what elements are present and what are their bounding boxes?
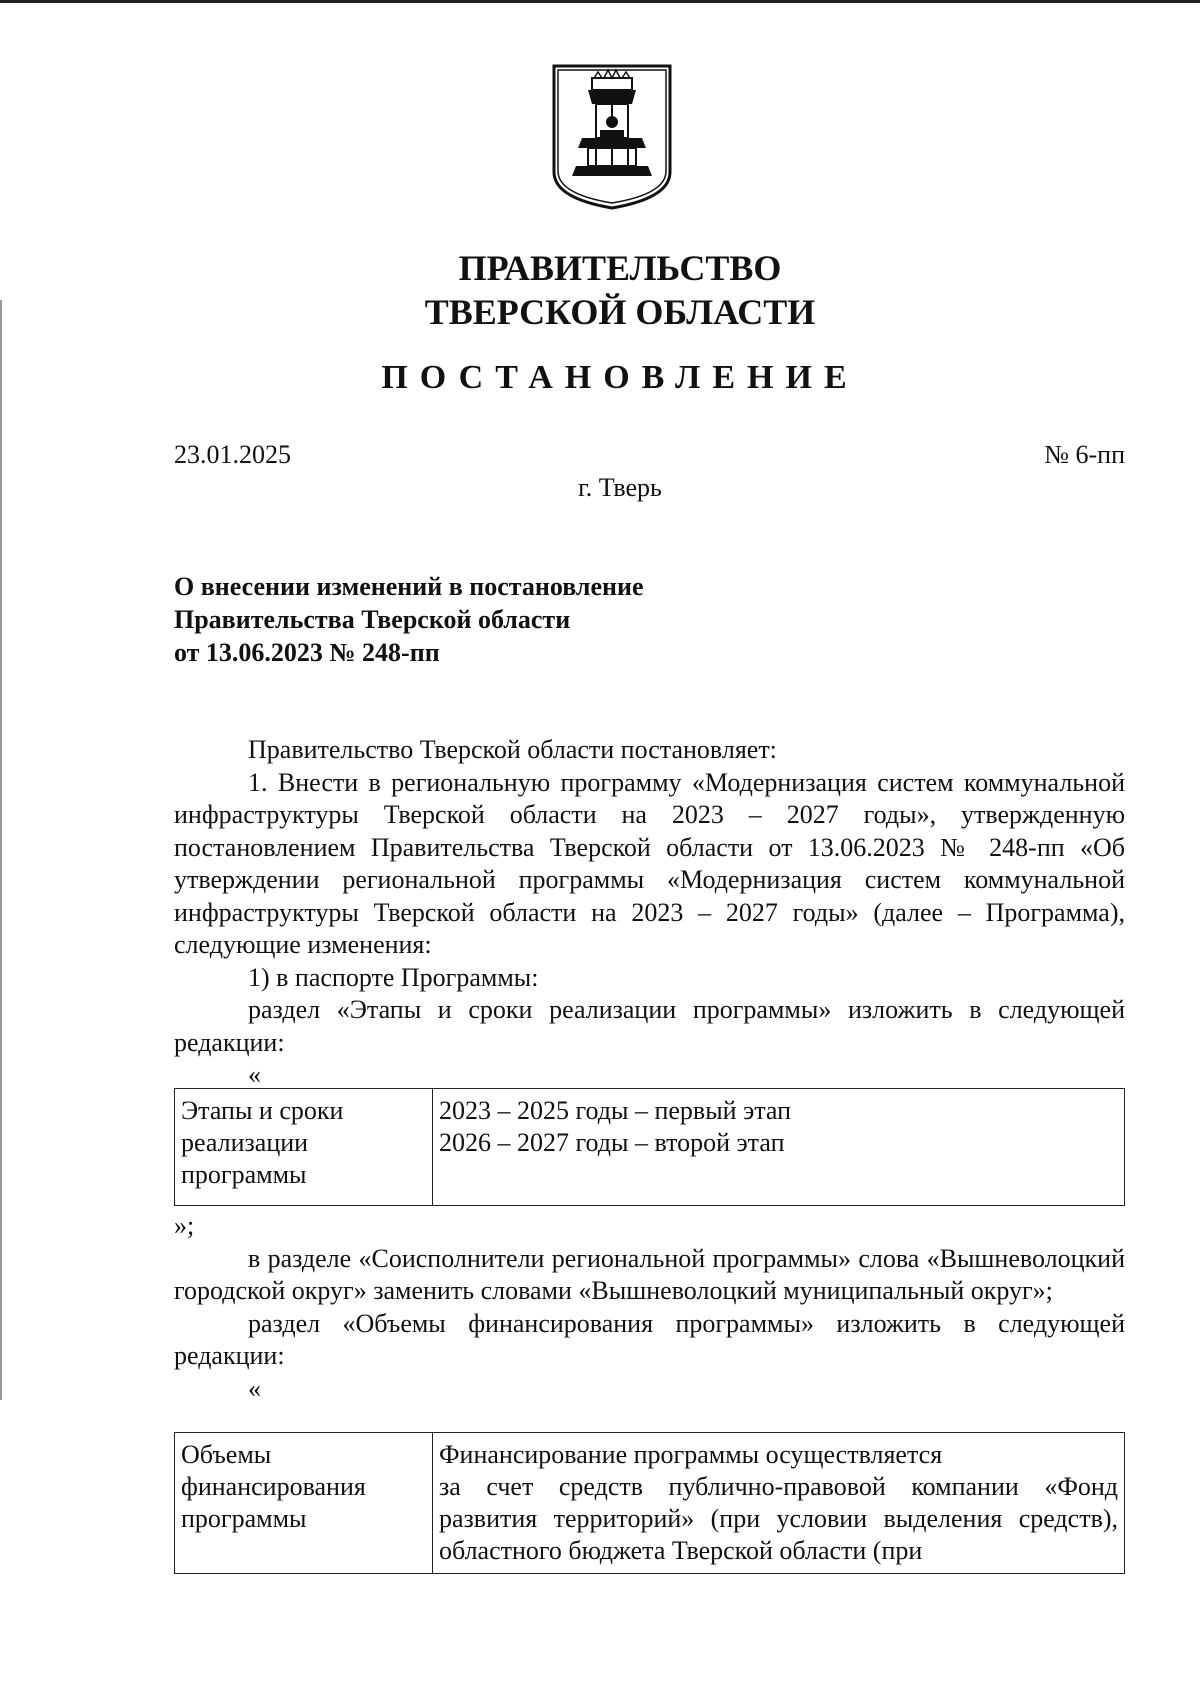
org-title-line2: ТВЕРСКОЙ ОБЛАСТИ: [424, 292, 816, 332]
subject-line1: О внесении изменений в постановление: [174, 572, 644, 601]
item-1-paragraph: 1. Внести в региональную программу «Модернизация систем коммунальной инфраструктуры Тверской области на 2023 – 2027 годы», утвержденную постановлением Правительства Тверской области от 13.06.2023 № 248-пп «Об утверждении региональной программы «Модернизация систем коммунальной инфраструктуры Тверской области на 2023 – 2027 годы» (далее – Программа), следующие изменения:: [174, 767, 1125, 959]
subitem-1-paragraph: 1) в паспорте Программы:: [248, 962, 539, 992]
funding-value-cell: [433, 1433, 1125, 1574]
quote-close: »;: [174, 1211, 195, 1240]
coexecutors-paragraph: в разделе «Соисполнители региональной программы» слова «Вышневолоцкий городской округ» заменить словами «Вышневолоцкий муниципальный округ»;: [174, 1243, 1125, 1305]
subject-line2: Правительства Тверской области: [174, 605, 571, 634]
stages-value-cell: [433, 1089, 1125, 1206]
stages-table: [174, 1088, 1125, 1206]
org-title: [0, 246, 1200, 334]
table-row: [175, 1089, 1125, 1206]
table-row: [175, 1433, 1125, 1574]
funding-line-2: за счет средств публично-правовой компании «Фонд развития территорий» (при условии выделения средств), областного бюджета Тверской области (при: [439, 1472, 1118, 1565]
stages-label-cell: Этапы и сроки реализации программы: [175, 1089, 433, 1206]
body-part-2: [174, 1210, 1125, 1405]
document-date: 23.01.2025: [174, 440, 291, 469]
quote-open: «: [248, 1060, 261, 1089]
body-part-1: [174, 734, 1125, 1092]
document-subject: [174, 570, 874, 669]
stages-section-paragraph: раздел «Этапы и сроки реализации программы» изложить в следующей редакции:: [174, 995, 1125, 1057]
intro-paragraph: Правительство Тверской области постановляет:: [248, 735, 777, 764]
funding-section-paragraph: раздел «Объемы финансирования программы» изложить в следующей редакции:: [174, 1308, 1125, 1370]
funding-table: [174, 1432, 1125, 1574]
stages-line-2: 2026 – 2027 годы – второй этап: [439, 1128, 785, 1157]
scan-edge-left: [0, 300, 2, 1400]
org-title-line1: ПРАВИТЕЛЬСТВО: [458, 248, 782, 288]
document-number: № 6-пп: [1044, 440, 1125, 469]
document-city: г. Тверь: [578, 473, 662, 502]
quote-open: «: [248, 1373, 261, 1403]
funding-label-cell: Объемы финансирования программы: [175, 1433, 433, 1574]
funding-line-1: Финансирование программы осуществляется: [439, 1440, 943, 1469]
scan-edge: [0, 0, 1200, 3]
subject-line3: от 13.06.2023 № 248-пп: [174, 638, 440, 667]
stages-line-1: 2023 – 2025 годы – первый этап: [439, 1096, 792, 1125]
coat-of-arms-icon: [548, 60, 676, 212]
document-type: ПОСТАНОВЛЕНИЕ: [381, 359, 859, 396]
